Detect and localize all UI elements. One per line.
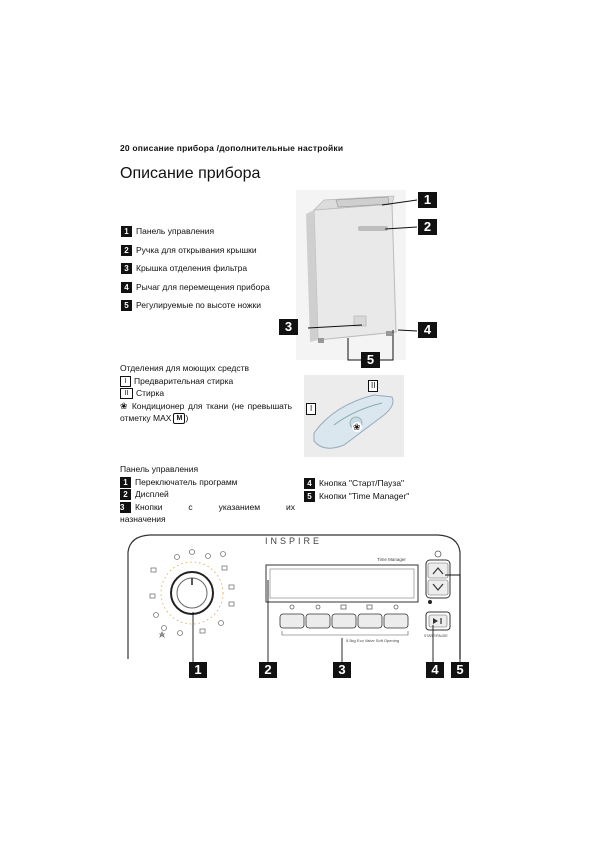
pre-wash-row: [120, 375, 292, 388]
page-title: Описание прибора: [120, 165, 261, 182]
item-label: Кнопка "Старт/Пауза": [319, 478, 405, 488]
tray-label-main: II: [368, 380, 378, 392]
time-manager-label: Time Manager: [377, 557, 406, 562]
photo-marker-3: 3: [279, 319, 298, 335]
item-number: 4: [121, 282, 132, 293]
softener-end: ): [185, 413, 189, 423]
item-label: Кнопки с указанием их назначения: [120, 501, 295, 524]
parts-list: [121, 224, 270, 317]
item-number: 3: [120, 502, 131, 513]
softener-row: [120, 400, 292, 425]
item-number: 1: [120, 477, 131, 488]
list-item: [121, 261, 270, 280]
main-wash-label: Стирка: [136, 388, 165, 398]
panel-marker-3: 3: [333, 662, 351, 678]
detergent-section: [120, 362, 292, 425]
panel-marker-4: 4: [426, 662, 444, 678]
list-item: [120, 501, 295, 526]
detergent-tray-illustration: [304, 375, 404, 457]
max-mark-icon: M: [173, 413, 185, 424]
page-header: 20 описание прибора /дополнительные настройки: [120, 143, 344, 153]
item-label: Дисплей: [135, 489, 169, 499]
list-item: [120, 488, 295, 501]
item-label: Панель управления: [136, 226, 215, 236]
item-label: Регулируемые по высоте ножки: [136, 300, 262, 310]
item-label: Ручка для открывания крышки: [136, 244, 257, 255]
item-number: 2: [120, 489, 131, 500]
list-item: [121, 243, 270, 262]
item-number: 2: [121, 245, 132, 256]
list-item: [121, 280, 270, 299]
list-item: [121, 224, 270, 243]
softener-label: Кондиционер для ткани (не превышать отметку MAX: [120, 400, 292, 423]
panel-marker-2: 2: [259, 662, 277, 678]
detergent-tray-photo: [304, 375, 404, 457]
photo-marker-2: 2: [418, 219, 437, 235]
list-item: [120, 476, 295, 489]
tray-label-pre: I: [306, 403, 316, 415]
list-item: [304, 477, 474, 490]
item-number: 5: [304, 491, 315, 502]
pre-wash-icon: I: [120, 376, 131, 387]
pre-wash-label: Предварительная стирка: [134, 375, 234, 386]
item-label: Крышка отделения фильтра: [136, 263, 248, 273]
panel-section-right: [304, 477, 474, 502]
item-number: 1: [121, 226, 132, 237]
list-item: [121, 298, 270, 317]
panel-title: Панель управления: [120, 464, 199, 474]
item-label: Кнопки "Time Manager": [319, 490, 410, 501]
main-wash-icon: II: [120, 388, 133, 399]
tray-label-softener: ❀: [353, 422, 361, 432]
panel-leader-lines: [170, 570, 470, 670]
list-item: [304, 490, 474, 503]
panel-marker-5: 5: [451, 662, 469, 678]
photo-marker-5: 5: [361, 352, 380, 368]
item-number: 4: [304, 478, 315, 489]
brand-logo: INSPIRE: [265, 536, 323, 546]
item-label: Рычаг для перемещения прибора: [136, 281, 270, 292]
panel-marker-1: 1: [189, 662, 207, 678]
photo-leader-lines: [290, 190, 440, 370]
start-pause-text: START/PAUSE: [424, 634, 448, 638]
item-number: 3: [121, 263, 132, 274]
flower-icon: ❀: [120, 400, 129, 411]
detergent-title: Отделения для моющих средств: [120, 363, 250, 373]
photo-marker-1: 1: [418, 192, 437, 208]
photo-marker-4: 4: [418, 322, 437, 338]
panel-section: [120, 463, 295, 526]
item-label: Переключатель программ: [135, 476, 238, 487]
item-number: 5: [121, 300, 132, 311]
main-wash-row: [120, 387, 292, 400]
panel-bottom-text: 5.5kg Eco Valve Soft Opening: [346, 638, 400, 643]
